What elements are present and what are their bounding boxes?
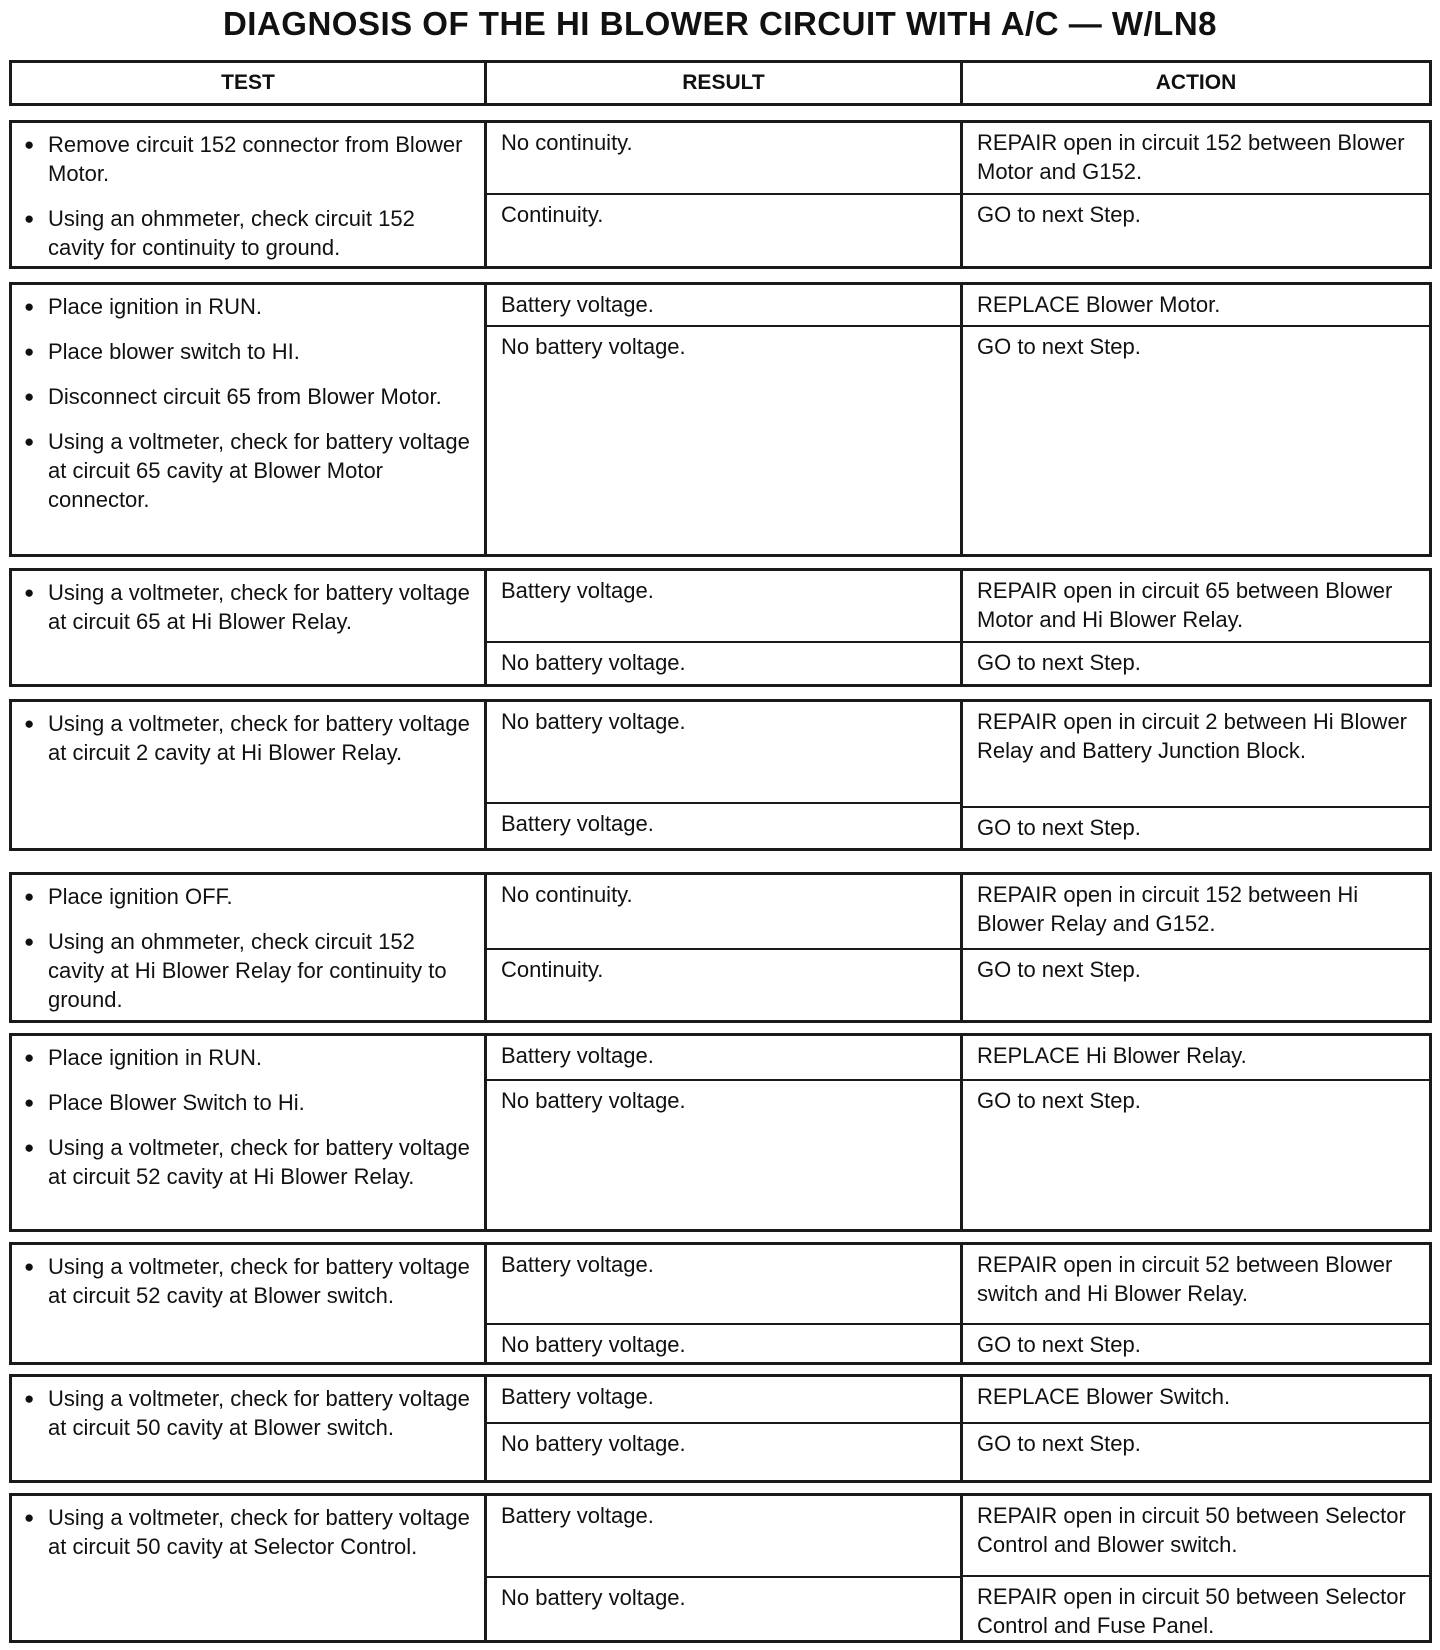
test-instruction	[24, 1088, 474, 1117]
test-cell	[12, 875, 487, 1020]
action-cell	[963, 571, 1429, 684]
test-instruction-text: Place blower switch to HI.	[48, 339, 300, 364]
test-cell	[12, 123, 487, 266]
bullet-icon: ●	[24, 1389, 35, 1408]
result-text: No battery voltage.	[487, 641, 960, 684]
action-cell	[963, 1036, 1429, 1229]
test-cell	[12, 571, 487, 684]
result-text: Continuity.	[487, 948, 960, 1020]
test-instruction	[24, 382, 474, 411]
test-instruction	[24, 927, 474, 1014]
bullet-icon: ●	[24, 432, 35, 451]
result-cell	[487, 571, 963, 684]
test-instruction	[24, 204, 474, 262]
test-instruction	[24, 1384, 474, 1442]
result-cell	[487, 1036, 963, 1229]
bullet-icon: ●	[24, 932, 35, 951]
test-instruction-text: Using a voltmeter, check for battery voltage at circuit 52 cavity at Hi Blower Relay.	[48, 1135, 470, 1189]
action-cell	[963, 123, 1429, 266]
action-cell	[963, 285, 1429, 554]
bullet-icon: ●	[24, 714, 35, 733]
test-instruction	[24, 1252, 474, 1310]
test-cell	[12, 285, 487, 554]
header-test: TEST	[12, 63, 487, 103]
action-text: GO to next Step.	[963, 1323, 1429, 1362]
test-instruction-text: Using a voltmeter, check for battery voltage at circuit 2 cavity at Hi Blower Relay.	[48, 711, 470, 765]
test-instruction	[24, 578, 474, 636]
result-text: No continuity.	[501, 130, 633, 155]
action-text: REPAIR open in circuit 50 between Selector Control and Blower switch.	[977, 1503, 1406, 1557]
action-cell	[963, 1496, 1429, 1640]
diagnosis-step	[9, 699, 1432, 851]
bullet-icon: ●	[24, 387, 35, 406]
test-instruction-text: Using a voltmeter, check for battery voltage at circuit 50 cavity at Blower switch.	[48, 1386, 470, 1440]
bullet-icon: ●	[24, 1138, 35, 1157]
test-instruction	[24, 292, 474, 321]
result-text: No battery voltage.	[501, 709, 686, 734]
action-text: REPAIR open in circuit 2 between Hi Blower Relay and Battery Junction Block.	[977, 709, 1408, 763]
test-cell	[12, 1496, 487, 1640]
bullet-icon: ●	[24, 1257, 35, 1276]
result-text: Battery voltage.	[501, 578, 654, 603]
action-cell	[963, 1377, 1429, 1480]
bullet-icon: ●	[24, 342, 35, 361]
test-instruction	[24, 130, 474, 188]
bullet-icon: ●	[24, 1048, 35, 1067]
test-instruction-text: Disconnect circuit 65 from Blower Motor.	[48, 384, 442, 409]
action-text: REPAIR open in circuit 65 between Blower Motor and Hi Blower Relay.	[977, 578, 1393, 632]
result-text: Battery voltage.	[501, 1043, 654, 1068]
diagnosis-step	[9, 872, 1432, 1023]
bullet-icon: ●	[24, 1093, 35, 1112]
diagnosis-step	[9, 1374, 1432, 1483]
page-title: DIAGNOSIS OF THE HI BLOWER CIRCUIT WITH A/C — W/LN8	[222, 5, 1218, 42]
action-text: REPAIR open in circuit 152 between Blower Motor and G152.	[977, 130, 1405, 184]
bullet-icon: ●	[24, 1508, 35, 1527]
table-header	[9, 60, 1432, 106]
action-text: GO to next Step.	[963, 1079, 1429, 1229]
bullet-icon: ●	[24, 209, 35, 228]
result-cell	[487, 123, 963, 266]
result-text: Battery voltage.	[501, 292, 654, 317]
result-text: No battery voltage.	[487, 1323, 960, 1362]
result-text: No battery voltage.	[487, 325, 960, 554]
test-instruction-text: Using an ohmmeter, check circuit 152 cavity at Hi Blower Relay for continuity to ground.	[48, 929, 447, 1012]
result-text: No battery voltage.	[487, 1422, 960, 1480]
result-cell	[487, 1377, 963, 1480]
result-text: Continuity.	[487, 193, 960, 266]
test-instruction	[24, 337, 474, 366]
bullet-icon: ●	[24, 135, 35, 154]
test-cell	[12, 1245, 487, 1362]
bullet-icon: ●	[24, 583, 35, 602]
result-text: Battery voltage.	[501, 1252, 654, 1277]
action-text: GO to next Step.	[963, 948, 1429, 1020]
action-text: GO to next Step.	[963, 641, 1429, 684]
test-instruction-text: Using a voltmeter, check for battery voltage at circuit 50 cavity at Selector Control.	[48, 1505, 470, 1559]
action-text: REPAIR open in circuit 50 between Selector Control and Fuse Panel.	[963, 1575, 1429, 1640]
test-instruction-text: Remove circuit 152 connector from Blower Motor.	[48, 132, 463, 186]
diagnosis-step	[9, 568, 1432, 687]
action-text: REPLACE Blower Motor.	[977, 292, 1221, 317]
action-text: REPAIR open in circuit 52 between Blower switch and Hi Blower Relay.	[977, 1252, 1393, 1306]
result-cell	[487, 1245, 963, 1362]
action-text: GO to next Step.	[963, 325, 1429, 554]
result-text: No battery voltage.	[487, 1079, 960, 1229]
diagnosis-step	[9, 282, 1432, 557]
action-text: GO to next Step.	[963, 1422, 1429, 1480]
test-cell	[12, 1377, 487, 1480]
result-text: No battery voltage.	[487, 1576, 960, 1640]
action-text: REPLACE Hi Blower Relay.	[977, 1043, 1247, 1068]
test-instruction-text: Place ignition in RUN.	[48, 1045, 262, 1070]
bullet-icon: ●	[24, 887, 35, 906]
action-cell	[963, 875, 1429, 1020]
action-text: GO to next Step.	[963, 193, 1429, 266]
diagnosis-step	[9, 120, 1432, 269]
action-cell	[963, 702, 1429, 848]
test-instruction	[24, 1133, 474, 1191]
test-instruction-text: Place ignition in RUN.	[48, 294, 262, 319]
test-instruction-text: Using a voltmeter, check for battery voltage at circuit 52 cavity at Blower switch.	[48, 1254, 470, 1308]
test-instruction-text: Using a voltmeter, check for battery voltage at circuit 65 cavity at Blower Motor connector.	[48, 429, 470, 512]
result-text: No continuity.	[501, 882, 633, 907]
diagnosis-step	[9, 1033, 1432, 1232]
test-instruction-text: Place Blower Switch to Hi.	[48, 1090, 305, 1115]
header-result: RESULT	[487, 63, 963, 103]
action-text: REPLACE Blower Switch.	[977, 1384, 1231, 1409]
test-instruction	[24, 1503, 474, 1561]
test-cell	[12, 702, 487, 848]
result-text: Battery voltage.	[501, 1503, 654, 1528]
result-cell	[487, 285, 963, 554]
test-instruction	[24, 427, 474, 514]
test-cell	[12, 1036, 487, 1229]
result-cell	[487, 702, 963, 848]
diagnosis-step	[9, 1493, 1432, 1643]
test-instruction	[24, 882, 474, 911]
action-text: GO to next Step.	[963, 806, 1429, 848]
action-text: REPAIR open in circuit 152 between Hi Blower Relay and G152.	[977, 882, 1359, 936]
result-text: Battery voltage.	[501, 1384, 654, 1409]
test-instruction-text: Using an ohmmeter, check circuit 152 cavity for continuity to ground.	[48, 206, 415, 260]
test-instruction	[24, 1043, 474, 1072]
result-cell	[487, 875, 963, 1020]
test-instruction	[24, 709, 474, 767]
action-cell	[963, 1245, 1429, 1362]
result-text: Battery voltage.	[487, 802, 960, 848]
bullet-icon: ●	[24, 297, 35, 316]
test-instruction-text: Place ignition OFF.	[48, 884, 233, 909]
test-instruction-text: Using a voltmeter, check for battery voltage at circuit 65 at Hi Blower Relay.	[48, 580, 470, 634]
result-cell	[487, 1496, 963, 1640]
header-action: ACTION	[1155, 71, 1237, 94]
diagnosis-step	[9, 1242, 1432, 1365]
